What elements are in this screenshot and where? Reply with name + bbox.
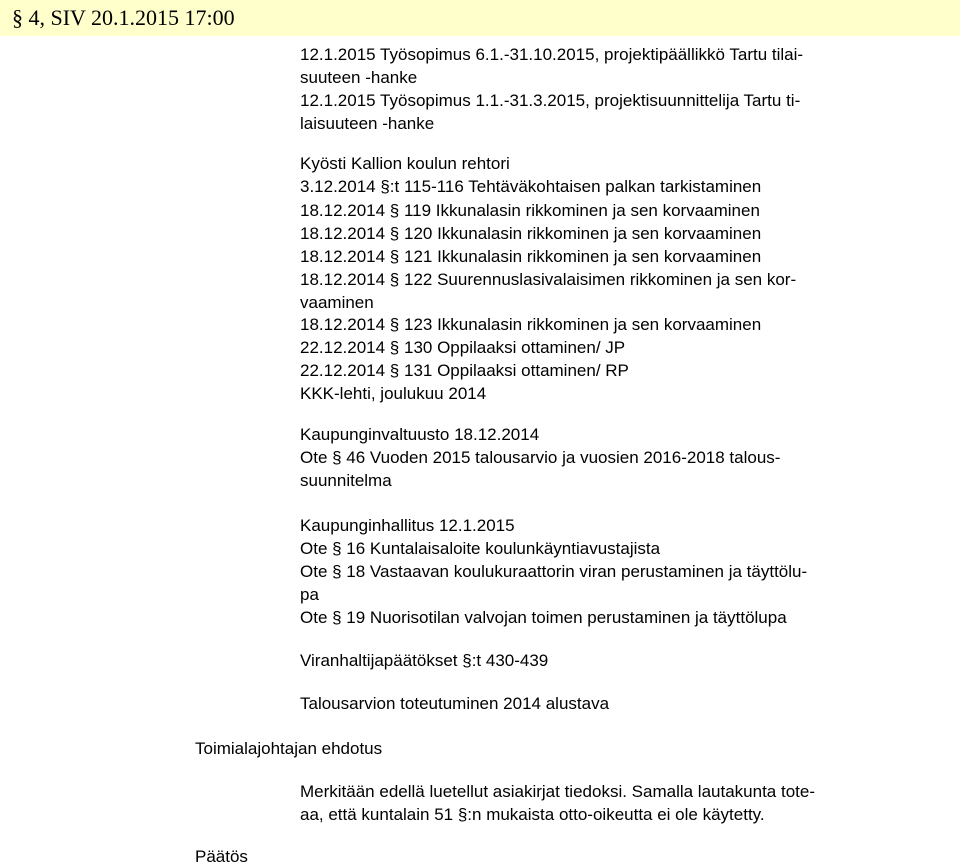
doc-line: 3.12.2014 §:t 115-116 Tehtäväkohtaisen palkan tarkistaminen xyxy=(300,177,762,196)
doc-line: 18.12.2014 § 123 Ikkunalasin rikkominen ja sen korvaaminen xyxy=(300,315,762,334)
doc-line: Ote § 19 Nuorisotilan valvojan toimen perustaminen ja täyttölupa xyxy=(300,608,787,627)
doc-line: 18.12.2014 § 119 Ikkunalasin rikkominen ja sen korvaaminen xyxy=(300,201,760,220)
doc-line: suunnitelma xyxy=(300,471,392,490)
doc-line: aa, että kuntalain 51 §:n mukaista otto-oikeutta ei ole käytetty. xyxy=(300,805,765,824)
doc-line: 18.12.2014 § 120 Ikkunalasin rikkominen ja sen korvaaminen xyxy=(300,224,762,243)
doc-line: Kaupunginhallitus 12.1.2015 xyxy=(300,516,515,535)
decision-label: Päätös xyxy=(195,847,248,866)
doc-line: Kaupunginvaltuusto 18.12.2014 xyxy=(300,425,540,444)
doc-line: Ote § 18 Vastaavan koulukuraattorin viran perustaminen ja täyttölu- xyxy=(300,562,808,581)
doc-line: 22.12.2014 § 130 Oppilaaksi ottaminen/ JP xyxy=(300,338,626,357)
doc-line: Ote § 46 Vuoden 2015 talousarvio ja vuosien 2016-2018 talous- xyxy=(300,448,781,467)
doc-line: 12.1.2015 Työsopimus 6.1.-31.10.2015, projektipäällikkö Tartu tilai- xyxy=(300,45,804,64)
section-header-title: § 4, SIV 20.1.2015 17:00 xyxy=(12,5,235,30)
doc-line: suuteen -hanke xyxy=(300,68,418,87)
doc-line: 12.1.2015 Työsopimus 1.1.-31.3.2015, projektisuunnittelija Tartu ti- xyxy=(300,91,801,110)
section-header-bar xyxy=(0,0,960,36)
doc-line: Ote § 16 Kuntalaisaloite koulunkäyntiavustajista xyxy=(300,539,661,558)
doc-line: Talousarvion toteutuminen 2014 alustava xyxy=(300,694,610,713)
doc-line: KKK-lehti, joulukuu 2014 xyxy=(300,384,487,403)
doc-line: Viranhaltijapäätökset §:t 430-439 xyxy=(300,651,549,670)
proposal-label: Toimialajohtajan ehdotus xyxy=(195,739,383,758)
doc-line: pa xyxy=(300,585,319,604)
doc-line: 22.12.2014 § 131 Oppilaaksi ottaminen/ RP xyxy=(300,361,629,380)
doc-line: 18.12.2014 § 122 Suurennuslasivalaisimen rikkominen ja sen kor- xyxy=(300,270,797,289)
doc-line: Kyösti Kallion koulun rehtori xyxy=(300,154,510,173)
doc-line: Merkitään edellä luetellut asiakirjat tiedoksi. Samalla lautakunta tote- xyxy=(300,782,815,801)
doc-line: laisuuteen -hanke xyxy=(300,114,435,133)
doc-line: 18.12.2014 § 121 Ikkunalasin rikkominen ja sen korvaaminen xyxy=(300,247,762,266)
doc-line: vaaminen xyxy=(300,293,374,312)
